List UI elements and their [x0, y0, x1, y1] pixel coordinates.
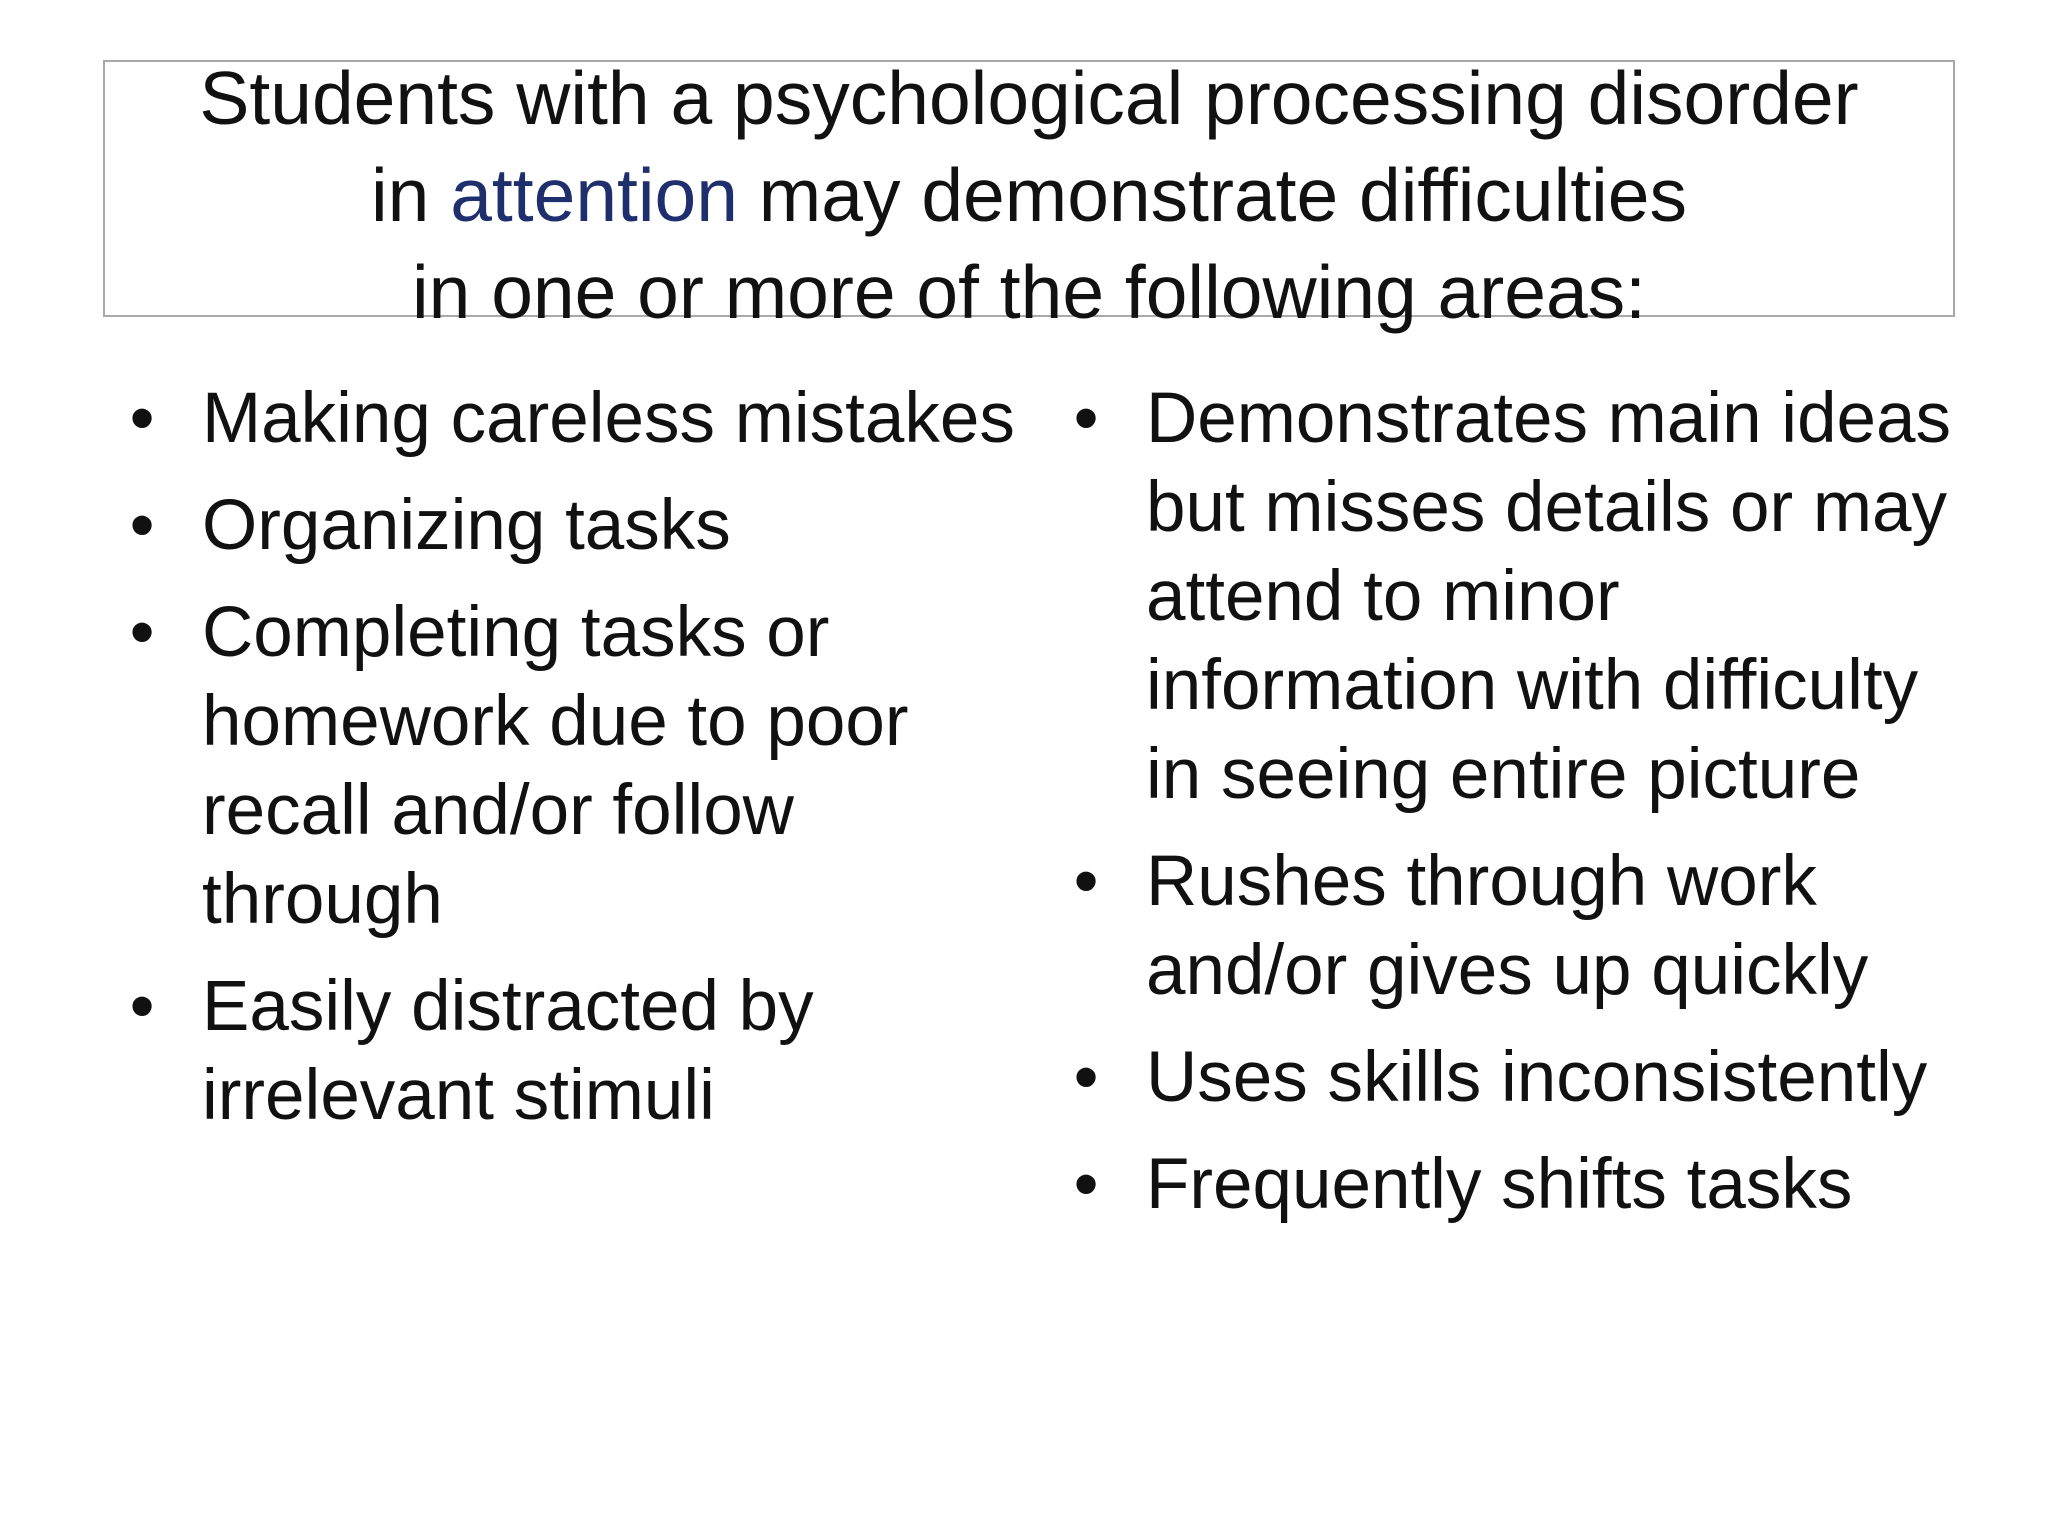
bullet-text: Easily distracted by irrelevant stimuli	[202, 967, 814, 1135]
bullet-icon: •	[1073, 842, 1099, 921]
bullet-text: Completing tasks or homework due to poor recall and/or follow through	[202, 593, 909, 939]
bullet-icon: •	[129, 967, 155, 1046]
bullet-item	[117, 588, 1017, 944]
title-line-3: in one or more of the following areas:	[411, 250, 1647, 334]
slide-title	[103, 50, 1955, 341]
title-highlight-word: attention	[450, 153, 738, 237]
bullet-icon: •	[129, 593, 155, 672]
bullet-text: Making careless mistakes	[202, 379, 1015, 458]
bullet-icon: •	[1073, 1038, 1099, 1117]
bullet-icon: •	[1073, 379, 1099, 458]
title-line-1: Students with a psychological processing disorder	[199, 56, 1859, 140]
title-line-2	[103, 147, 1955, 244]
right-bullet-list	[1061, 374, 1961, 1247]
bullet-icon: •	[1073, 1145, 1099, 1224]
bullet-text: Uses skills inconsistently	[1146, 1038, 1928, 1117]
bullet-item	[1061, 1140, 1961, 1229]
bullet-text: Organizing tasks	[202, 486, 731, 565]
bullet-item	[117, 481, 1017, 570]
bullet-text: Demonstrates main ideas but misses details or may attend to minor information with difficulty in seeing entire picture	[1146, 379, 1952, 814]
title-line-2-start: in	[371, 153, 451, 237]
bullet-item	[1061, 374, 1961, 819]
title-line-2-end: may demonstrate difficulties	[737, 153, 1687, 237]
bullet-text: Frequently shifts tasks	[1146, 1145, 1853, 1224]
bullet-icon: •	[129, 486, 155, 565]
bullet-text: Rushes through work and/or gives up quickly	[1146, 842, 1869, 1010]
bullet-icon: •	[129, 379, 155, 458]
bullet-item	[1061, 837, 1961, 1015]
bullet-item	[117, 374, 1017, 463]
bullet-item	[1061, 1033, 1961, 1122]
bullet-item	[117, 962, 1017, 1140]
left-bullet-list	[117, 374, 1017, 1158]
